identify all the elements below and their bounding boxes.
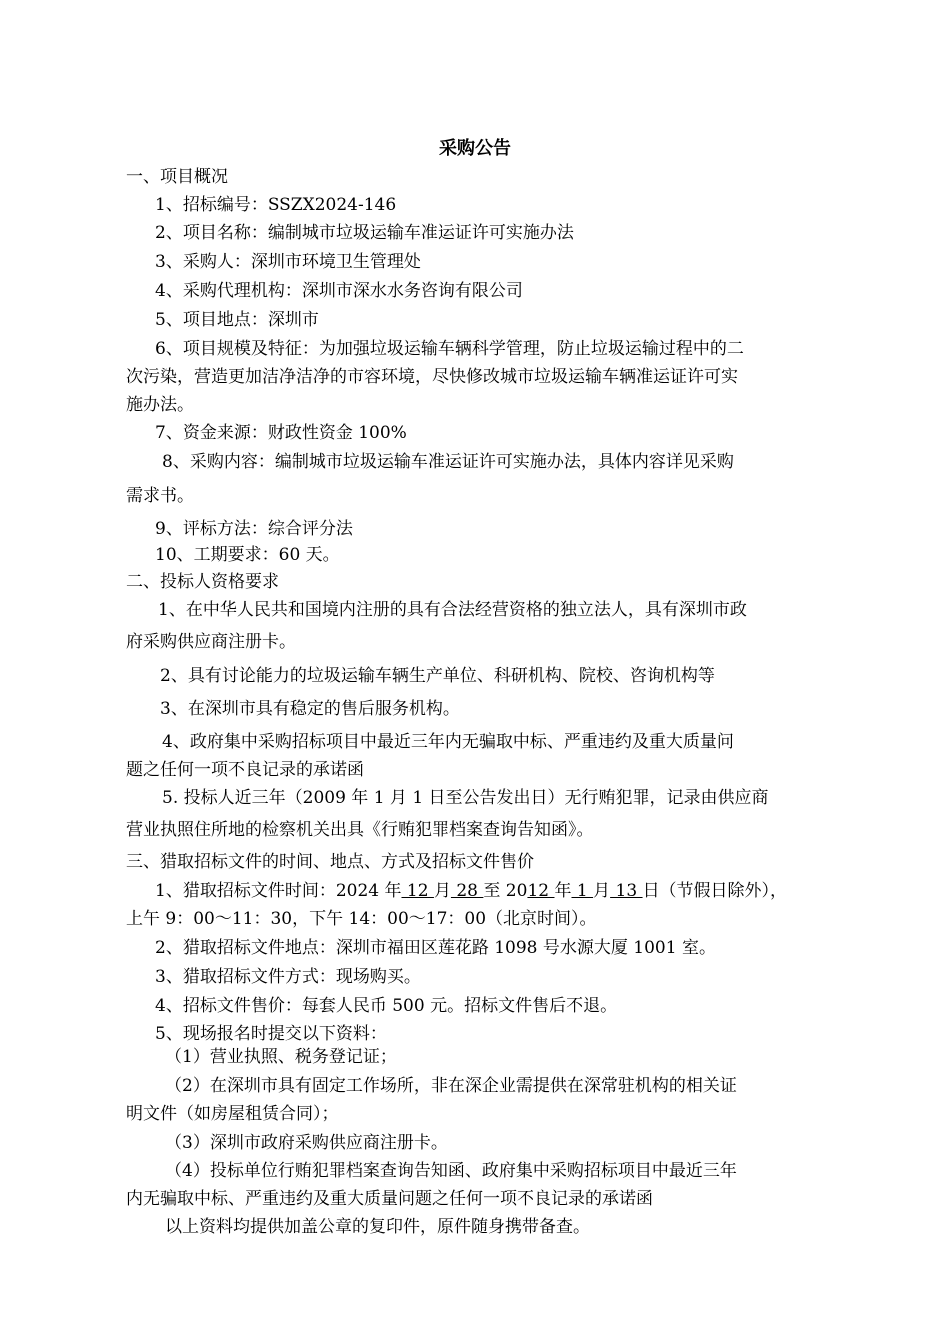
s1-item-7: 7、资金来源：财政性资金 100% bbox=[155, 423, 407, 443]
s3-requirement-1: （1）营业执照、税务登记证； bbox=[165, 1047, 397, 1067]
s3-requirement-4-line1: （4）投标单位行贿犯罪档案查询告知函、政府集中采购招标项目中最近三年 bbox=[165, 1161, 737, 1181]
issue-start-day: 28 bbox=[450, 881, 484, 901]
s1-item-6-line1: 6、项目规模及特征：为加强垃圾运输车辆科学管理，防止垃圾运输过程中的二 bbox=[155, 339, 744, 359]
s2-item-4-line2: 题之任何一项不良记录的承诺函 bbox=[126, 760, 364, 780]
section-3-heading: 三、猎取招标文件的时间、地点、方式及招标文件售价 bbox=[126, 852, 534, 872]
section-2-heading: 二、投标人资格要求 bbox=[126, 572, 279, 592]
s2-item-4-line1: 4、政府集中采购招标项目中最近三年内无骗取中标、严重违约及重大质量问 bbox=[162, 732, 734, 752]
s3-requirement-4-line2: 内无骗取中标、严重违约及重大质量问题之任何一项不良记录的承诺函 bbox=[126, 1189, 653, 1209]
s3-item-1-text-e: 月 bbox=[593, 881, 611, 901]
s1-item-2: 2、项目名称：编制城市垃圾运输车准运证许可实施办法 bbox=[155, 223, 574, 243]
s1-item-6-line3: 施办法。 bbox=[126, 395, 194, 415]
s3-note: 以上资料均提供加盖公章的复印件，原件随身携带备查。 bbox=[165, 1217, 590, 1237]
s2-item-1-line2: 府采购供应商注册卡。 bbox=[126, 632, 296, 652]
s3-requirement-2-line2: 明文件（如房屋租赁合同）； bbox=[126, 1104, 339, 1124]
s3-item-1-line2: 上午 9：00～11：30，下午 14：00～17：00（北京时间）。 bbox=[126, 909, 597, 929]
s2-item-3: 3、在深圳市具有稳定的售后服务机构。 bbox=[160, 699, 460, 719]
s3-item-1-line1 bbox=[155, 880, 787, 902]
s2-item-5-line2: 营业执照住所地的检察机关出具《行贿犯罪档案查询告知函》。 bbox=[126, 820, 594, 840]
issue-start-month: 12 bbox=[401, 881, 434, 901]
s3-item-5: 5、现场报名时提交以下资料： bbox=[155, 1024, 387, 1044]
s3-item-1-text-b: 月 bbox=[433, 881, 451, 901]
s2-item-2: 2、具有讨论能力的垃圾运输车辆生产单位、科研机构、院校、咨询机构等 bbox=[160, 666, 715, 686]
issue-end-day: 13 bbox=[610, 881, 643, 901]
s3-item-1-text-c: 至 20 bbox=[483, 881, 528, 901]
s3-item-4: 4、招标文件售价：每套人民币 500 元。招标文件售后不退。 bbox=[155, 996, 618, 1016]
s1-item-8-line2: 需求书。 bbox=[126, 486, 194, 506]
issue-end-month: 1 bbox=[571, 881, 594, 901]
s3-item-3: 3、猎取招标文件方式：现场购买。 bbox=[155, 967, 421, 987]
s1-item-6-line2: 次污染，营造更加洁净洁净的市容环境，尽快修改城市垃圾运输车辆准运证许可实 bbox=[126, 367, 738, 387]
s1-item-10: 10、工期要求：60 天。 bbox=[155, 545, 340, 565]
s1-item-9: 9、评标方法：综合评分法 bbox=[155, 519, 353, 539]
s1-item-4: 4、采购代理机构：深圳市深水水务咨询有限公司 bbox=[155, 281, 523, 301]
s3-requirement-2-line1: （2）在深圳市具有固定工作场所，非在深企业需提供在深常驻机构的相关证 bbox=[165, 1076, 737, 1096]
s1-item-3: 3、采购人：深圳市环境卫生管理处 bbox=[155, 252, 421, 272]
document-title: 采购公告 bbox=[439, 138, 511, 159]
s1-item-5: 5、项目地点：深圳市 bbox=[155, 310, 319, 330]
s1-item-8-line1: 8、采购内容：编制城市垃圾运输车准运证许可实施办法，具体内容详见采购 bbox=[162, 452, 734, 472]
s2-item-5-line1: 5. 投标人近三年（2009 年 1 月 1 日至公告发出日）无行贿犯罪，记录由供应商 bbox=[162, 788, 769, 808]
s3-item-2: 2、猎取招标文件地点：深圳市福田区莲花路 1098 号水源大厦 1001 室。 bbox=[155, 938, 716, 958]
s2-item-1-line1: 1、在中华人民共和国境内注册的具有合法经营资格的独立法人，具有深圳市政 bbox=[158, 600, 747, 620]
section-1-heading: 一、项目概况 bbox=[126, 167, 228, 187]
s1-item-1: 1、招标编号：SSZX2024-146 bbox=[155, 195, 397, 215]
issue-end-year: 12 bbox=[527, 881, 555, 901]
s3-item-1-text-d: 年 bbox=[554, 881, 572, 901]
s3-item-1-text-a: 1、猎取招标文件时间：2024 年 bbox=[155, 881, 402, 901]
s3-requirement-3: （3）深圳市政府采购供应商注册卡。 bbox=[165, 1133, 448, 1153]
s3-item-1-text-f: 日（节假日除外）， bbox=[642, 881, 788, 901]
